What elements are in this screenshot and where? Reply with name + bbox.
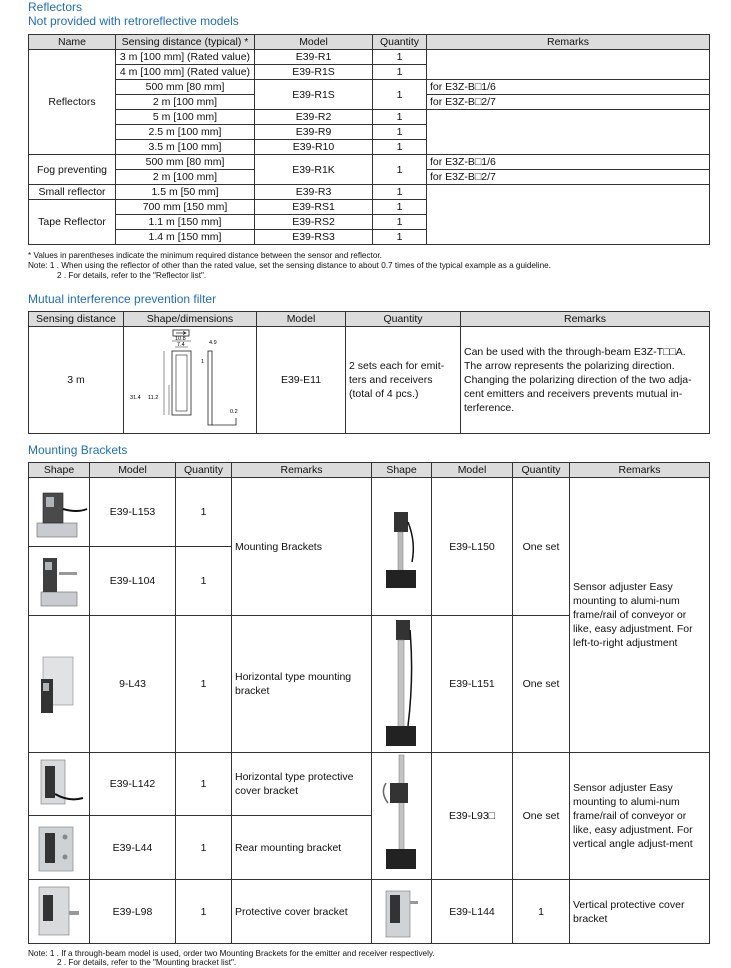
bracket-l44-image	[29, 817, 90, 879]
filter-title: Mutual interference prevention filter	[28, 292, 217, 306]
model-cell: E39-RS3	[255, 230, 373, 245]
bracket-l150-image	[372, 482, 432, 612]
filter-remarks: Can be used with the through-beam E3Z-T□□A. The arrow represents the polarizing direction. Changing the polarizing direction of the two adja-cent emitters and receivers prevents mutual in-terference.	[461, 327, 710, 434]
filter-dimension-drawing	[124, 327, 257, 434]
dim-11-2: 11.2	[148, 395, 159, 401]
distance-cell: 2.5 m [100 mm]	[116, 125, 255, 140]
bracket-photo-l44	[29, 816, 90, 880]
distance-cell: 2 m [100 mm]	[116, 170, 255, 185]
brackets-table	[28, 462, 710, 944]
qty-cell: 1	[513, 880, 570, 944]
qty-cell: 1	[373, 155, 427, 185]
col-model: Model	[432, 463, 513, 478]
bracket-l93-image	[372, 753, 432, 879]
bracket-photo-l142	[29, 753, 90, 816]
reflectors-subtitle: Not provided with retroreflective models	[28, 14, 239, 28]
qty-cell: 1	[373, 80, 427, 110]
remarks-cell: for E3Z-B□2/7	[427, 95, 710, 110]
model-cell: E39-R1S	[255, 65, 373, 80]
col-remarks: Remarks	[461, 312, 710, 327]
remarks-cell	[427, 110, 710, 155]
bracket-photo-l153	[29, 478, 90, 547]
reflectors-note-2: 2 . For details, refer to the "Reflector list".	[57, 271, 207, 280]
brackets-note-1: Note: 1 . If a through-beam model is used, order two Mounting Brackets for the emitter and receiver respectively.	[28, 949, 435, 958]
bracket-l151-image	[372, 616, 432, 752]
model-cell: E39-L44	[90, 816, 176, 880]
name-cell: Tape Reflector	[29, 200, 116, 245]
distance-cell: 700 mm [150 mm]	[116, 200, 255, 215]
qty-cell: 1	[373, 215, 427, 230]
brackets-title: Mounting Brackets	[28, 443, 128, 457]
model-cell: E39-L153	[90, 478, 176, 547]
model-cell: E39-L151	[432, 616, 513, 753]
remarks-cell: Horizontal type mounting bracket	[232, 616, 372, 753]
remarks-cell: for E3Z-B□2/7	[427, 170, 710, 185]
model-cell: E39-R1	[255, 50, 373, 65]
model-cell: E39-L142	[90, 753, 176, 816]
col-shape: Shape	[372, 463, 432, 478]
distance-cell: 3.5 m [100 mm]	[116, 140, 255, 155]
model-cell: E39-L98	[90, 880, 176, 944]
col-sensing-distance: Sensing distance	[29, 312, 124, 327]
qty-cell: 1	[373, 230, 427, 245]
bracket-photo-l150	[372, 478, 432, 616]
model-cell: E39-RS2	[255, 215, 373, 230]
bracket-l153-image	[29, 479, 90, 545]
bracket-photo-l93	[372, 753, 432, 880]
col-remarks: Remarks	[570, 463, 710, 478]
qty-cell: 1	[176, 616, 232, 753]
col-shape: Shape	[29, 463, 90, 478]
model-cell: 9-L43	[90, 616, 176, 753]
qty-cell: 1	[373, 185, 427, 200]
col-model: Model	[257, 312, 346, 327]
reflectors-footnote: * Values in parentheses indicate the minimum required distance between the sensor and reflector.	[28, 251, 382, 260]
col-model: Model	[90, 463, 176, 478]
qty-cell: 1	[373, 125, 427, 140]
name-cell: Small reflector	[29, 185, 116, 200]
distance-cell: 2 m [100 mm]	[116, 95, 255, 110]
remarks-cell	[427, 50, 710, 80]
distance-cell: 1.1 m [150 mm]	[116, 215, 255, 230]
col-quantity: Quantity	[513, 463, 570, 478]
filter-table	[28, 311, 710, 434]
dim-0-2: 0.2	[230, 409, 238, 415]
model-cell: E39-R1K	[255, 155, 373, 185]
bracket-l43-image	[29, 639, 90, 729]
remarks-cell	[427, 185, 710, 245]
distance-cell: 3 m [100 mm] (Rated value)	[116, 50, 255, 65]
model-cell: E39-L93□	[432, 753, 513, 880]
col-quantity: Quantity	[373, 35, 427, 50]
bracket-l98-image	[29, 881, 90, 943]
remarks-cell: Mounting Brackets	[232, 478, 372, 616]
qty-cell: 1	[176, 753, 232, 816]
reflectors-note-1: Note: 1 . When using the reflector of other than the rated value, set the sensing distance to about 0.7 times of the typical example as a guideline.	[28, 261, 551, 270]
bracket-photo-l104	[29, 547, 90, 616]
distance-cell: 500 mm [80 mm]	[116, 155, 255, 170]
model-cell: E39-R3	[255, 185, 373, 200]
remarks-cell: for E3Z-B□1/6	[427, 80, 710, 95]
distance-cell: 4 m [100 mm] (Rated value)	[116, 65, 255, 80]
qty-cell: 1	[373, 50, 427, 65]
filter-drawing-svg	[124, 327, 257, 433]
distance-cell: 1.5 m [50 mm]	[116, 185, 255, 200]
dim-7-4: 7.4	[177, 342, 185, 348]
model-cell: E39-RS1	[255, 200, 373, 215]
col-distance: Sensing distance (typical) *	[116, 35, 255, 50]
model-cell: E39-L104	[90, 547, 176, 616]
col-name: Name	[29, 35, 116, 50]
dim-1: 1	[201, 359, 205, 365]
bracket-l104-image	[29, 548, 90, 614]
name-cell: Fog preventing	[29, 155, 116, 185]
filter-quantity: 2 sets each for emit-ters and receivers (total of 4 pcs.)	[346, 327, 461, 434]
remarks-cell: Vertical protective cover bracket	[570, 880, 710, 944]
model-cell: E39-L150	[432, 478, 513, 616]
qty-cell: 1	[373, 65, 427, 80]
bracket-photo-l151	[372, 616, 432, 753]
remarks-cell: Rear mounting bracket	[232, 816, 372, 880]
qty-cell: 1	[176, 547, 232, 616]
qty-cell: 1	[176, 880, 232, 944]
bracket-l142-image	[29, 754, 90, 814]
distance-cell: 5 m [100 mm]	[116, 110, 255, 125]
col-remarks: Remarks	[232, 463, 372, 478]
filter-distance: 3 m	[29, 327, 124, 434]
model-cell: E39-R1S	[255, 80, 373, 110]
qty-cell: 1	[176, 816, 232, 880]
col-shape-dimensions: Shape/dimensions	[124, 312, 257, 327]
name-cell: Reflectors	[29, 50, 116, 155]
remarks-cell: Sensor adjuster Easy mounting to alumi-num frame/rail of conveyor or like, easy adjustment. For vertical angle adjust-ment	[570, 753, 710, 880]
dim-10-8: 10.8	[175, 336, 186, 342]
model-cell: E39-R9	[255, 125, 373, 140]
filter-model: E39-E11	[257, 327, 346, 434]
distance-cell: 500 mm [80 mm]	[116, 80, 255, 95]
remarks-cell: for E3Z-B□1/6	[427, 155, 710, 170]
qty-cell: 1	[373, 200, 427, 215]
col-quantity: Quantity	[346, 312, 461, 327]
col-model: Model	[255, 35, 373, 50]
qty-cell: One set	[513, 478, 570, 616]
remarks-cell: Protective cover bracket	[232, 880, 372, 944]
qty-cell: 1	[373, 110, 427, 125]
qty-cell: 1	[176, 478, 232, 547]
model-cell: E39-R10	[255, 140, 373, 155]
brackets-note-2: 2 . For details, refer to the "Mounting bracket list".	[57, 958, 237, 967]
dim-31-4: 31.4	[130, 395, 141, 401]
reflectors-title: Reflectors	[28, 0, 83, 14]
col-remarks: Remarks	[427, 35, 710, 50]
remarks-cell: Horizontal type protective cover bracket	[232, 753, 372, 816]
remarks-cell: Sensor adjuster Easy mounting to alumi-num frame/rail of conveyor or like, easy adjustment. For left-to-right adjustment	[570, 478, 710, 753]
reflectors-table	[28, 34, 710, 245]
dim-4-9: 4.9	[209, 340, 217, 346]
qty-cell: One set	[513, 616, 570, 753]
bracket-l144-image	[372, 881, 432, 943]
qty-cell: One set	[513, 753, 570, 880]
bracket-photo-l98	[29, 880, 90, 944]
model-cell: E39-R2	[255, 110, 373, 125]
bracket-photo-l144	[372, 880, 432, 944]
model-cell: E39-L144	[432, 880, 513, 944]
distance-cell: 1.4 m [150 mm]	[116, 230, 255, 245]
bracket-photo-l43	[29, 616, 90, 753]
col-quantity: Quantity	[176, 463, 232, 478]
qty-cell: 1	[373, 140, 427, 155]
